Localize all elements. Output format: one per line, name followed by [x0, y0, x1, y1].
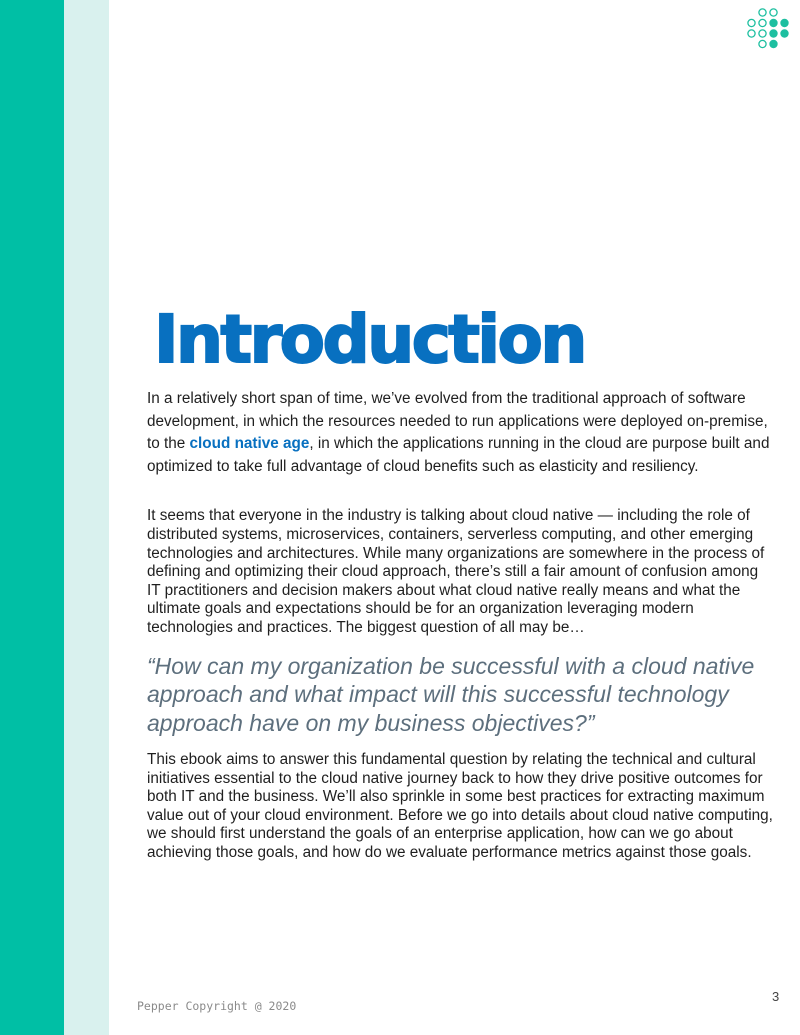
intro-text-after: , in which the applications running in the cloud are purpose built and optimized to take full advantage of cloud benefits such as elasticity and resiliency. [147, 435, 770, 475]
copyright-footer: Pepper Copyright @ 2020 [137, 999, 297, 1013]
dot-grid-logo-icon [746, 8, 794, 52]
body-paragraph-industry: It seems that everyone in the industry is talking about cloud native — including the role of distributed systems, microservices, containers, serverless computing, and other emerging technologies and architectures. While many organizations are somewhere in the process of defining and optimizing their cloud approach, there’s still a fair amount of confusion among IT practitioners and decision makers about what cloud native really means and what the ultimate goals and expectations should be for an organization leveraging modern technologies and practices. The biggest question of all may be… [147, 507, 765, 636]
body-paragraph-ebook-aims: This ebook aims to answer this fundamental question by relating the technical and cultural initiatives essential to the cloud native journey back to how they drive positive outcomes for both IT and the business. We’ll also sprinkle in some best practices for extracting maximum value out of your cloud environment. Before we go into details about cloud native computing, we should first understand the goals of an enterprise application, how can we go about achieving those goals, and how do we evaluate performance metrics against those goals. [147, 751, 773, 861]
left-accent-band [0, 0, 64, 1035]
pull-quote: “How can my organization be successful with a cloud native approach and what impact will this successful technology approach have on my business objectives?” [147, 652, 755, 736]
cloud-native-age-link[interactable]: cloud native age [189, 435, 310, 453]
left-light-band [64, 0, 109, 1035]
page-number: 3 [772, 989, 780, 1004]
article-body [147, 388, 773, 863]
page-title: Introduction [154, 301, 585, 378]
intro-text-before: In a relatively short span of time, we’ve evolved from the traditional approach of software development, in which the resources needed to run applications were deployed on-premise, to the [147, 390, 768, 453]
intro-paragraph [147, 388, 773, 478]
